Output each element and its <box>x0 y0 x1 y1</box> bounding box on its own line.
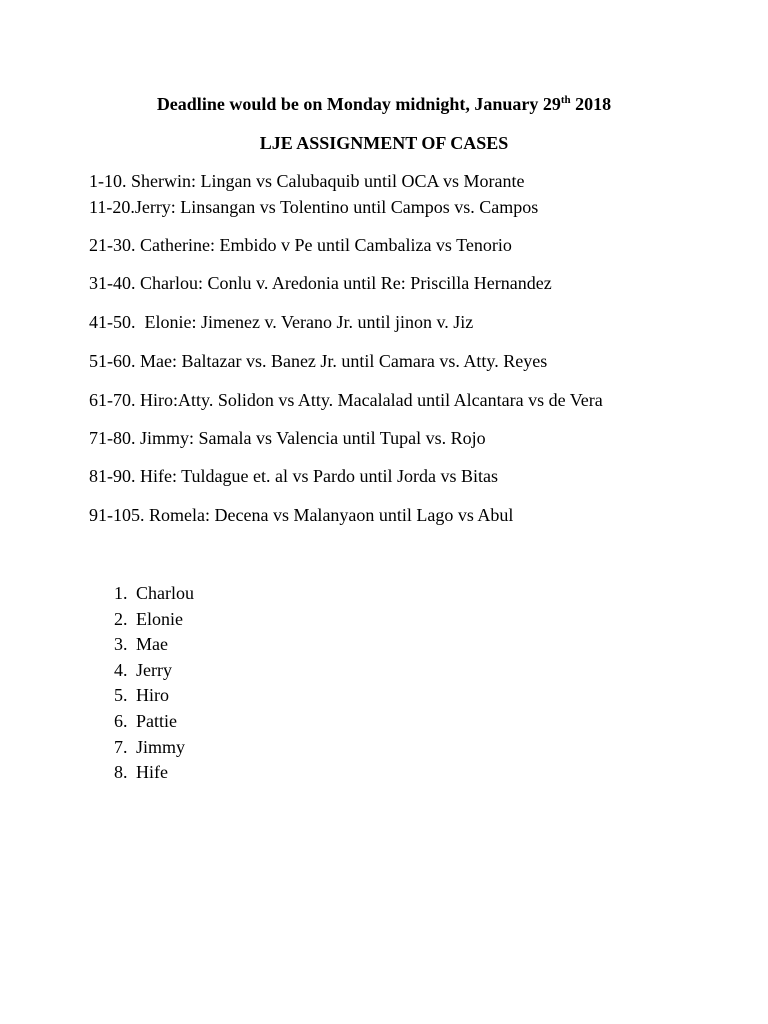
list-number: 8. <box>114 762 128 783</box>
list-number: 3. <box>114 634 128 655</box>
assignment-line: 11-20.Jerry: Linsangan vs Tolentino until Campos vs. Campos <box>89 197 539 217</box>
list-number: 1. <box>114 583 128 603</box>
list-number: 2. <box>114 608 128 629</box>
assignment-line: 51-60. Mae: Baltazar vs. Banez Jr. until Camara vs. Atty. Reyes <box>89 351 548 371</box>
list-item <box>114 736 194 762</box>
document-title: LJE ASSIGNMENT OF CASES <box>259 133 509 153</box>
list-item <box>114 710 194 736</box>
list-number: 4. <box>114 659 128 680</box>
list-item <box>114 684 194 710</box>
list-name: Charlou <box>136 583 194 603</box>
assignment-line: 61-70. Hiro:Atty. Solidon vs Atty. Macalalad until Alcantara vs de Vera <box>89 390 603 410</box>
list-number: 6. <box>114 710 128 731</box>
list-name: Mae <box>136 634 168 655</box>
assignment-line: 21-30. Catherine: Embido v Pe until Cambaliza vs Tenorio <box>89 235 512 255</box>
assignment-line: 71-80. Jimmy: Samala vs Valencia until Tupal vs. Rojo <box>89 428 486 448</box>
list-item <box>114 659 194 685</box>
list-name: Hiro <box>136 685 169 706</box>
assignment-line: 41-50. Elonie: Jimenez v. Verano Jr. until jinon v. Jiz <box>89 312 474 332</box>
deadline-line <box>0 93 768 115</box>
list-item <box>114 633 194 659</box>
list-name: Hife <box>136 762 168 783</box>
list-name: Pattie <box>136 710 177 731</box>
list-number: 7. <box>114 736 128 757</box>
list-name: Elonie <box>136 608 183 629</box>
assignment-line: 31-40. Charlou: Conlu v. Aredonia until Re: Priscilla Hernandez <box>89 273 552 293</box>
list-name: Jerry <box>136 659 172 680</box>
deadline-year: 2018 <box>570 94 612 114</box>
deadline-text: Deadline would be on Monday midnight, January 29 <box>156 94 561 114</box>
list-item <box>114 761 194 787</box>
assignment-line: 91-105. Romela: Decena vs Malanyaon until Lago vs Abul <box>89 505 514 525</box>
deadline-superscript: th <box>560 94 571 106</box>
assignment-line: 81-90. Hife: Tuldague et. al vs Pardo until Jorda vs Bitas <box>89 466 498 486</box>
list-number: 5. <box>114 685 128 706</box>
assignment-line: 1-10. Sherwin: Lingan vs Calubaquib until OCA vs Morante <box>89 171 525 191</box>
list-name: Jimmy <box>136 736 186 757</box>
list-item <box>114 582 194 608</box>
names-list <box>114 582 194 787</box>
list-item <box>114 608 194 634</box>
